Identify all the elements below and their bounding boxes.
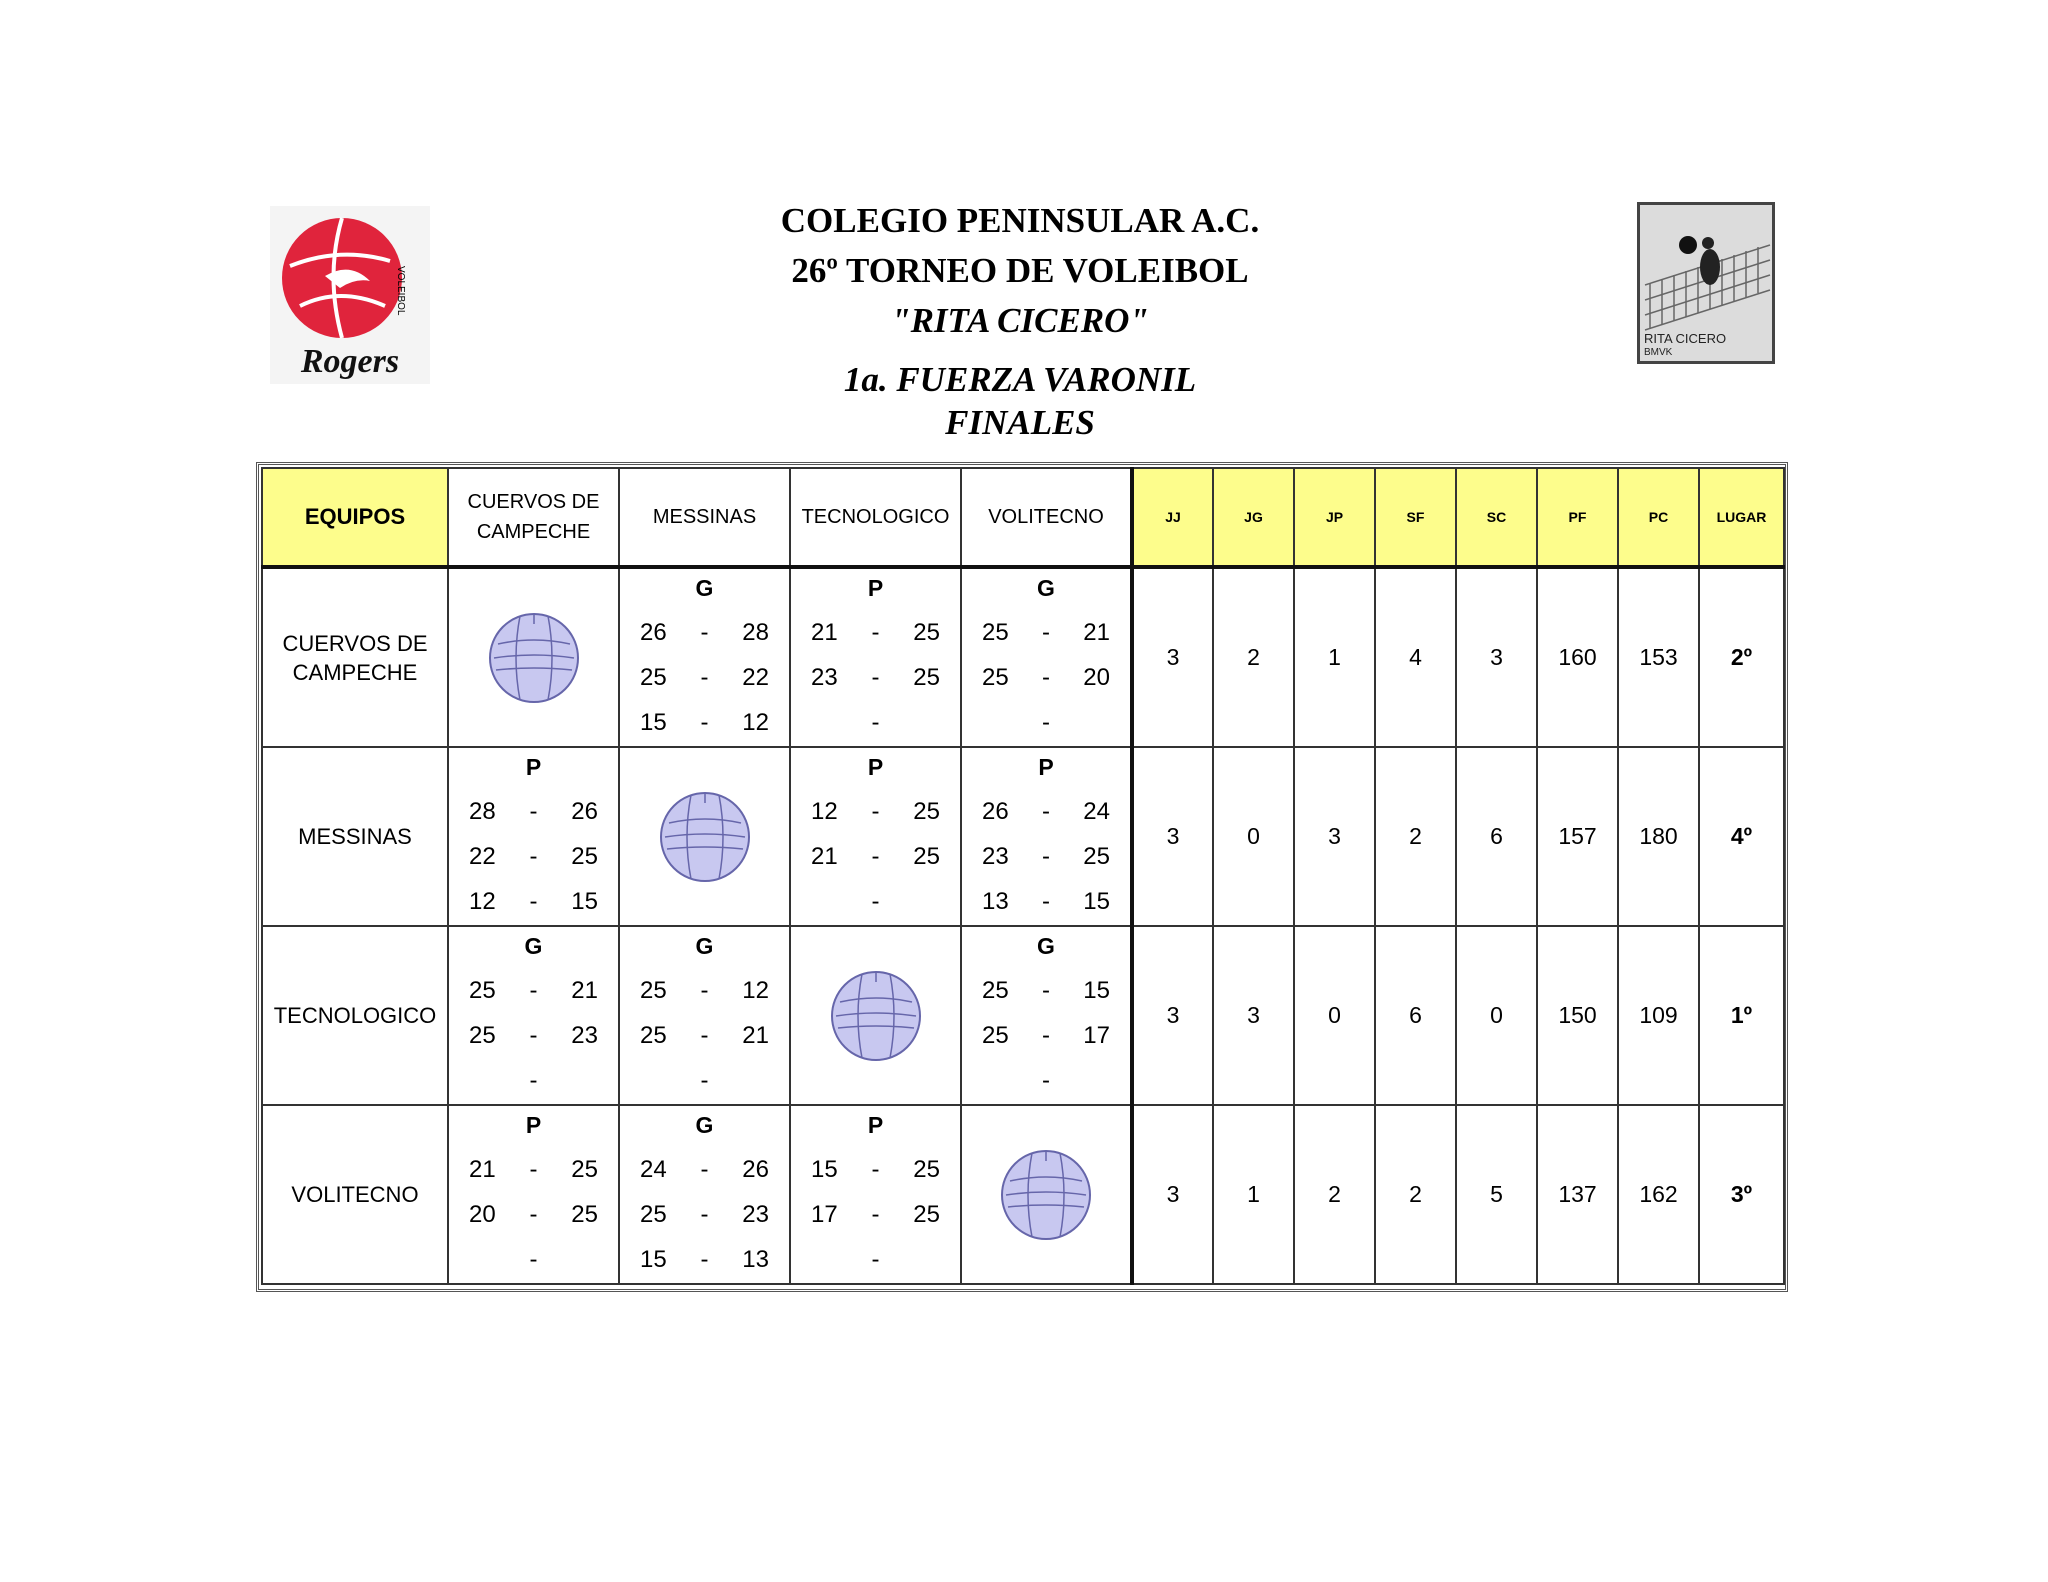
set-dash: - <box>700 619 709 646</box>
set-dash: - <box>700 709 709 736</box>
set-score <box>449 798 618 830</box>
stat-jg: 0 <box>1213 747 1294 926</box>
set-score <box>962 664 1130 696</box>
volleyball-icon <box>486 610 582 706</box>
set-points-for: 15 <box>811 1156 838 1183</box>
volleyball-player-icon <box>1640 205 1772 361</box>
stat-sf: 2 <box>1375 1105 1456 1284</box>
match-result: P <box>867 575 884 601</box>
header-pc: PC <box>1618 468 1699 567</box>
set-dash: - <box>1042 843 1050 870</box>
set-score <box>962 1067 1130 1099</box>
set-score <box>449 1201 618 1233</box>
stat-sf: 6 <box>1375 926 1456 1105</box>
stat-jg: 3 <box>1213 926 1294 1105</box>
set-dash: - <box>871 1156 880 1183</box>
set-dash: - <box>871 619 880 646</box>
set-score <box>449 843 618 875</box>
set-dash: - <box>700 1022 709 1049</box>
stat-pf: 160 <box>1537 567 1618 747</box>
match-cell <box>448 1105 619 1284</box>
match-result: G <box>695 933 714 959</box>
header-messinas: MESSINAS <box>619 468 790 567</box>
set-dash: - <box>529 1246 538 1273</box>
volleyball-icon <box>657 789 753 885</box>
set-points-against: 20 <box>1083 664 1110 691</box>
set-points-for: 25 <box>982 977 1009 1004</box>
set-score <box>620 1022 789 1054</box>
stat-jp: 0 <box>1294 926 1375 1105</box>
set-points-against: 23 <box>742 1201 769 1228</box>
logo-brand-text: Rogers <box>300 343 400 380</box>
header-equipos: EQUIPOS <box>262 468 448 567</box>
set-dash: - <box>700 664 709 691</box>
header-sc: SC <box>1456 468 1537 567</box>
tournament-title: 26º TORNEO DE VOLEIBOL <box>791 251 1249 290</box>
stat-jj: 3 <box>1132 1105 1213 1284</box>
set-dash: - <box>700 1201 709 1228</box>
volleyball-icon <box>998 1147 1094 1243</box>
stat-jj: 3 <box>1132 926 1213 1105</box>
set-points-for: 25 <box>469 977 496 1004</box>
team-name: CUERVOS DE CAMPECHE <box>262 567 448 747</box>
set-score <box>962 798 1130 830</box>
set-points-for: 12 <box>469 888 496 915</box>
set-score <box>962 709 1130 741</box>
volleyball-icon <box>828 968 924 1064</box>
set-dash: - <box>871 1246 880 1273</box>
set-score <box>791 1246 960 1278</box>
stat-sc: 6 <box>1456 747 1537 926</box>
table-header-row <box>262 468 1784 567</box>
set-score <box>620 1156 789 1188</box>
match-cell <box>961 926 1132 1105</box>
set-points-against: 25 <box>571 1156 598 1183</box>
set-points-for: 26 <box>640 619 667 646</box>
stat-lugar: 4º <box>1699 747 1784 926</box>
set-points-against: 25 <box>913 1201 940 1228</box>
set-points-for: 25 <box>640 1022 667 1049</box>
header-volitecno: VOLITECNO <box>961 468 1132 567</box>
set-dash: - <box>529 1156 538 1183</box>
set-points-for: 17 <box>811 1201 838 1228</box>
set-points-for: 25 <box>469 1022 496 1049</box>
match-cell <box>448 926 619 1105</box>
set-dash: - <box>871 888 880 915</box>
set-points-against: 24 <box>1083 798 1110 825</box>
stat-sc: 0 <box>1456 926 1537 1105</box>
set-score <box>620 619 789 651</box>
set-score <box>791 888 960 920</box>
category-title: 1a. FUERZA VARONIL <box>843 360 1197 399</box>
set-points-against: 25 <box>913 843 940 870</box>
team-name: VOLITECNO <box>262 1105 448 1284</box>
document-header <box>600 196 1440 444</box>
set-points-for: 21 <box>811 843 838 870</box>
set-dash: - <box>529 1067 538 1094</box>
set-score <box>791 619 960 651</box>
self-match-cell <box>790 926 961 1105</box>
self-match-cell <box>961 1105 1132 1284</box>
set-dash: - <box>1042 977 1050 1004</box>
set-points-against: 21 <box>742 1022 769 1049</box>
set-points-against: 25 <box>913 619 940 646</box>
set-points-against: 25 <box>1083 843 1110 870</box>
self-match-cell <box>448 567 619 747</box>
table-row <box>262 567 1784 747</box>
stat-jg: 1 <box>1213 1105 1294 1284</box>
set-dash: - <box>871 1201 880 1228</box>
set-dash: - <box>1042 888 1050 915</box>
set-points-for: 15 <box>640 709 667 736</box>
match-result: P <box>1038 754 1054 780</box>
set-points-for: 12 <box>811 798 838 825</box>
table-row <box>262 1105 1784 1284</box>
match-result: G <box>695 1112 714 1138</box>
logo-right-text: RITA CICERO <box>1644 331 1727 346</box>
set-dash: - <box>700 1156 709 1183</box>
match-result: G <box>695 575 714 601</box>
header-lugar: LUGAR <box>1699 468 1784 567</box>
set-points-against: 22 <box>742 664 769 691</box>
set-dash: - <box>871 798 880 825</box>
set-dash: - <box>529 977 538 1004</box>
stat-pc: 180 <box>1618 747 1699 926</box>
set-score <box>620 1067 789 1099</box>
set-dash: - <box>871 709 880 736</box>
results-table-frame <box>256 462 1788 1292</box>
set-dash: - <box>529 843 538 870</box>
match-cell <box>619 926 790 1105</box>
team-name: MESSINAS <box>262 747 448 926</box>
stat-jp: 3 <box>1294 747 1375 926</box>
set-points-for: 22 <box>469 843 496 870</box>
match-cell <box>448 747 619 926</box>
set-score <box>791 709 960 741</box>
header-sf: SF <box>1375 468 1456 567</box>
set-score <box>791 843 960 875</box>
set-points-for: 25 <box>982 664 1009 691</box>
set-score <box>962 888 1130 920</box>
set-points-against: 21 <box>571 977 598 1004</box>
tournament-name: "RITA CICERO" <box>891 301 1149 340</box>
stat-pc: 153 <box>1618 567 1699 747</box>
rogers-logo <box>270 206 430 384</box>
set-dash: - <box>1042 664 1050 691</box>
set-points-against: 25 <box>571 1201 598 1228</box>
stat-pf: 157 <box>1537 747 1618 926</box>
set-score <box>620 977 789 1009</box>
stat-sc: 3 <box>1456 567 1537 747</box>
set-points-for: 20 <box>469 1201 496 1228</box>
stat-jp: 2 <box>1294 1105 1375 1284</box>
set-points-for: 25 <box>640 1201 667 1228</box>
match-result: P <box>525 754 542 780</box>
set-points-against: 25 <box>913 798 940 825</box>
match-result: P <box>867 754 884 780</box>
stat-sc: 5 <box>1456 1105 1537 1284</box>
school-name: COLEGIO PENINSULAR A.C. <box>780 201 1260 240</box>
match-cell <box>619 1105 790 1284</box>
set-points-against: 25 <box>571 843 598 870</box>
set-score <box>962 1022 1130 1054</box>
match-cell <box>790 747 961 926</box>
stat-pf: 150 <box>1537 926 1618 1105</box>
set-score <box>449 1246 618 1278</box>
set-score <box>791 798 960 830</box>
set-dash: - <box>871 843 880 870</box>
set-points-for: 25 <box>982 1022 1009 1049</box>
match-cell <box>619 567 790 747</box>
stat-lugar: 3º <box>1699 1105 1784 1284</box>
set-score <box>791 664 960 696</box>
stage-title: FINALES <box>945 403 1095 442</box>
set-score <box>449 1067 618 1099</box>
stat-sf: 4 <box>1375 567 1456 747</box>
stat-jj: 3 <box>1132 747 1213 926</box>
header-jg: JG <box>1213 468 1294 567</box>
stat-pc: 109 <box>1618 926 1699 1105</box>
set-points-for: 28 <box>469 798 496 825</box>
stat-pc: 162 <box>1618 1105 1699 1284</box>
set-dash: - <box>871 664 880 691</box>
set-points-for: 21 <box>811 619 838 646</box>
stat-lugar: 2º <box>1699 567 1784 747</box>
set-dash: - <box>529 1022 538 1049</box>
logo-vertical-text: VOLEIBOL <box>395 266 406 316</box>
set-points-for: 21 <box>469 1156 496 1183</box>
logo-right-subtext: BMVK <box>1644 347 1673 358</box>
header-pf: PF <box>1537 468 1618 567</box>
set-score <box>449 977 618 1009</box>
set-score <box>791 1201 960 1233</box>
set-points-against: 12 <box>742 709 769 736</box>
set-points-against: 26 <box>571 798 598 825</box>
set-dash: - <box>529 888 538 915</box>
self-match-cell <box>619 747 790 926</box>
header-cuervos: CUERVOS DE CAMPECHE <box>448 468 619 567</box>
set-dash: - <box>700 977 709 1004</box>
stat-jp: 1 <box>1294 567 1375 747</box>
set-score <box>449 1022 618 1054</box>
set-points-for: 26 <box>982 798 1009 825</box>
set-dash: - <box>1042 709 1050 736</box>
set-score <box>620 664 789 696</box>
set-points-against: 26 <box>742 1156 769 1183</box>
set-points-against: 15 <box>1083 977 1110 1004</box>
volleyball-logo-icon <box>270 206 430 384</box>
set-points-against: 25 <box>913 664 940 691</box>
match-result: P <box>525 1112 542 1138</box>
table-row <box>262 747 1784 926</box>
set-score <box>620 709 789 741</box>
results-table <box>261 467 1785 1285</box>
set-dash: - <box>700 1246 709 1273</box>
set-dash: - <box>1042 619 1050 646</box>
table-row <box>262 926 1784 1105</box>
set-score <box>962 619 1130 651</box>
header-tecnologico: TECNOLOGICO <box>790 468 961 567</box>
stat-jj: 3 <box>1132 567 1213 747</box>
set-score <box>962 843 1130 875</box>
set-score <box>962 977 1130 1009</box>
set-points-against: 28 <box>742 619 769 646</box>
team-name: TECNOLOGICO <box>262 926 448 1105</box>
set-points-against: 23 <box>571 1022 598 1049</box>
match-result: G <box>524 933 543 959</box>
set-points-for: 15 <box>640 1246 667 1273</box>
set-points-for: 24 <box>640 1156 667 1183</box>
header-jp: JP <box>1294 468 1375 567</box>
set-score <box>620 1246 789 1278</box>
set-score <box>791 1156 960 1188</box>
set-dash: - <box>1042 1022 1050 1049</box>
match-result: P <box>867 1112 884 1138</box>
set-points-against: 25 <box>913 1156 940 1183</box>
set-dash: - <box>529 798 538 825</box>
set-points-against: 13 <box>742 1246 769 1273</box>
match-cell <box>790 1105 961 1284</box>
set-points-for: 25 <box>640 664 667 691</box>
match-result: G <box>1037 575 1055 601</box>
set-points-against: 15 <box>571 888 598 915</box>
set-points-for: 13 <box>982 888 1009 915</box>
set-points-against: 15 <box>1083 888 1110 915</box>
rita-cicero-logo <box>1637 202 1775 364</box>
set-points-for: 25 <box>640 977 667 1004</box>
stat-pf: 137 <box>1537 1105 1618 1284</box>
set-dash: - <box>529 1201 538 1228</box>
set-dash: - <box>1042 1067 1050 1094</box>
set-points-against: 12 <box>742 977 769 1004</box>
set-score <box>620 1201 789 1233</box>
header-jj: JJ <box>1132 468 1213 567</box>
set-points-for: 25 <box>982 619 1009 646</box>
stat-jg: 2 <box>1213 567 1294 747</box>
match-cell <box>790 567 961 747</box>
set-dash: - <box>1042 798 1050 825</box>
set-points-for: 23 <box>982 843 1009 870</box>
set-score <box>449 888 618 920</box>
match-cell <box>961 747 1132 926</box>
set-points-against: 21 <box>1083 619 1110 646</box>
set-dash: - <box>700 1067 709 1094</box>
stat-lugar: 1º <box>1699 926 1784 1105</box>
set-points-for: 23 <box>811 664 838 691</box>
set-score <box>449 1156 618 1188</box>
set-points-against: 17 <box>1083 1022 1110 1049</box>
match-result: G <box>1037 933 1055 959</box>
stat-sf: 2 <box>1375 747 1456 926</box>
match-cell <box>961 567 1132 747</box>
